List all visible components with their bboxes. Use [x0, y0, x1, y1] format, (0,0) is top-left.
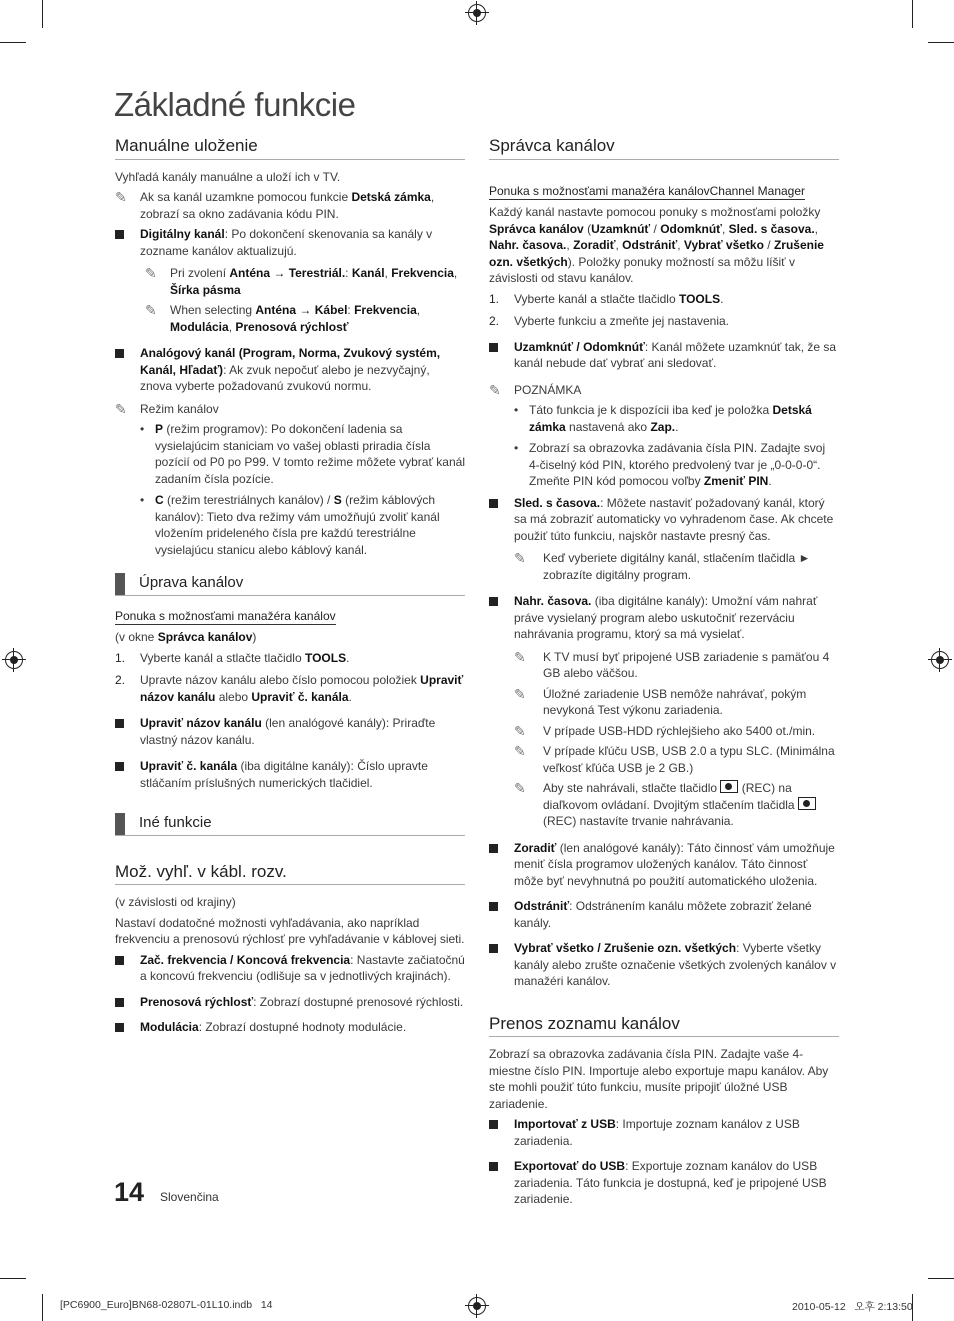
square-bullet-icon: [489, 1162, 498, 1171]
section-heading-edit-channel: Úprava kanálov: [115, 573, 465, 596]
pencil-note-icon: ✎: [514, 648, 526, 665]
pencil-note-icon: ✎: [514, 780, 526, 796]
square-bullet-icon: [489, 597, 498, 606]
note: ✎ Aby ste nahrávali, stlačte tlačidlo (REC) na diaľkovom ovládaní. Dvojitým stlačením tlačidla (REC) nastavíte trvanie nahrávania.: [489, 780, 839, 830]
section-heading-channel-manager: Správca kanálov: [489, 138, 839, 160]
crop-mark: [42, 1294, 43, 1321]
square-bullet-icon: [115, 230, 124, 239]
list-item-timer-record: Nahr. časova. (iba digitálne kanály): Umožní vám nahrať práve vysielaný program alebo uskutočniť rezerváciu nahrávania programu, ktorý sa má vysielať.: [489, 593, 839, 643]
registration-mark-icon: [468, 4, 486, 22]
step-1: 1. Vyberte kanál a stlačte tlačidlo TOOLS.: [489, 291, 724, 306]
pencil-note-icon: ✎: [115, 189, 127, 205]
list-item-frequency: Zač. frekvencia / Koncová frekvencia: Nastavte začiatočnú a koncovú frekvenciu (odlišuje sa v jednotlivých krajinách).: [115, 952, 465, 985]
registration-mark-icon: [931, 651, 949, 669]
list-item-digital: Digitálny kanál: Po dokončení skenovania sa kanály v zozname kanálov aktualizujú.: [115, 226, 465, 259]
list-item-sort: Zoradiť (len analógové kanály): Táto činnosť vám umožňuje meniť čísla programov uložených kanálov. Táto činnosť môže byť nevyhnutná po použití automatického uloženia.: [489, 840, 839, 890]
square-bullet-icon: [489, 944, 498, 953]
left-column: [115, 138, 465, 1042]
crop-mark: [0, 42, 26, 43]
record-button-icon: [798, 797, 816, 810]
step-2: 2. Vyberte funkciu a zmeňte jej nastavenia.: [489, 314, 730, 328]
record-button-icon: [720, 780, 738, 793]
note: ✎ V prípade kľúču USB, USB 2.0 a typu SLC. (Minimálna veľkosť kľúča USB je 2 GB.): [514, 743, 835, 775]
square-bullet-icon: [489, 499, 498, 508]
note: ✎ Režim kanálov: [115, 400, 219, 417]
page-title: Základné funkcie: [114, 86, 356, 123]
transfer-intro: Zobrazí sa obrazovka zadávania čísla PIN. Zadajte vaše 4-miestne číslo PIN. Importuje alebo exportuje mapu kanálov. Aby ste mohli použiť túto funkciu, musíte pripojiť úložné USB zariadenie.: [489, 1047, 829, 1111]
page-number: 14: [114, 1177, 145, 1207]
list-item-modulation: Modulácia: Zobrazí dostupné hodnoty modulácie.: [115, 1019, 465, 1036]
section-heading-other-features: Iné funkcie: [115, 813, 465, 836]
list-item-symbol-rate: Prenosová rýchlosť: Zobrazí dostupné prenosové rýchlosti.: [115, 994, 465, 1011]
pencil-note-icon: ✎: [489, 381, 501, 398]
bullet-dot-icon: •: [140, 493, 145, 507]
footer-timestamp: 2010-05-12 오후 2:13:50: [792, 1301, 913, 1313]
list-item-edit-number: Upraviť č. kanála (iba digitálne kanály): Číslo upravte stláčaním príslušných numerických tlačidiel.: [115, 758, 465, 791]
heading-bar-icon: [115, 573, 125, 595]
registration-mark-icon: [5, 651, 23, 669]
square-bullet-icon: [115, 1023, 124, 1032]
manual-intro: Vyhľadá kanály manuálne a uloží ich v TV.: [115, 169, 341, 184]
crop-mark: [928, 42, 954, 43]
square-bullet-icon: [489, 343, 498, 352]
crop-mark: [928, 1278, 954, 1279]
pencil-note-icon: ✎: [514, 685, 526, 702]
list-item-analog: Analógový kanál (Program, Norma, Zvukový systém, Kanál, Hľadať): Ak zvuk nepočuť alebo je nezvyčajný, znova vyberte požadovanú zvukovú normu.: [115, 345, 465, 395]
list-item-note-2: • Zobrazí sa obrazovka zadávania čísla PIN. Zadajte svoj 4-čiselný kód PIN, ktorého predvolený tvar je „0-0-0-0“. Zmeňte PIN kód pomocou voľby Zmeniť PIN.: [514, 441, 826, 488]
context-note: (v okne Správca kanálov): [115, 630, 257, 644]
note: ✎ When selecting Anténa → Kábel: Frekvencia, Modulácia, Prenosová rýchlosť: [145, 302, 421, 334]
registration-mark-icon: [468, 1297, 486, 1315]
footer-file-info: [PC6900_Euro]BN68-02807L-01L10.indb 14: [60, 1299, 273, 1311]
bullet-dot-icon: •: [514, 403, 519, 417]
note: ✎ V prípade USB-HDD rýchlejšieho ako 5400 ot./min.: [514, 722, 816, 739]
crop-mark: [0, 1278, 26, 1279]
list-item-delete: Odstrániť: Odstránením kanálu môžete zobraziť želané kanály.: [489, 898, 839, 931]
cable-intro: Nastaví dodatočné možnosti vyhľadávania, ako napríklad frekvenciu a prenosovú rýchlosť pre vyhľadávanie v káblovej sieti.: [115, 915, 465, 946]
pencil-note-icon: ✎: [514, 743, 526, 759]
heading-bar-icon: [115, 813, 125, 835]
note: ✎ Pri zvolení Anténa → Terestriál.: Kanál, Frekvencia, Šírka pásma: [145, 265, 458, 297]
list-item-export: Exportovať do USB: Exportuje zoznam kanálov do USB zariadenia. Táto funkcia je dostupná, keď je pripojené USB zariadenie.: [489, 1158, 839, 1208]
note: ✎ Úložné zariadenie USB nemôže nahrávať, pokým nevykoná Test výkonu zariadenia.: [514, 685, 807, 717]
note: ✎ POZNÁMKA: [489, 381, 582, 398]
pencil-note-icon: ✎: [145, 302, 157, 318]
square-bullet-icon: [115, 956, 124, 965]
square-bullet-icon: [489, 1120, 498, 1129]
list-item-select-all: Vybrať všetko / Zrušenie ozn. všetkých: Vyberte všetky kanály alebo zrušte označenie všetkých zvolených kanálov v manažéri kanálov.: [489, 940, 839, 990]
pencil-note-icon: ✎: [145, 265, 157, 281]
square-bullet-icon: [489, 902, 498, 911]
list-item-timer-viewing: Sled. s časova.: Môžete nastaviť požadovaný kanál, ktorý sa má zobraziť automaticky vo vyhradenom čase. Ak chcete použiť túto funkciu, najskôr nastavte presný čas.: [489, 495, 839, 545]
note: ✎ Keď vyberiete digitálny kanál, stlačením tlačidla ► zobrazíte digitálny program.: [514, 550, 811, 582]
list-item-import: Importovať z USB: Importuje zoznam kanálov z USB zariadenia.: [489, 1116, 839, 1149]
square-bullet-icon: [489, 844, 498, 853]
menu-caption: Ponuka s možnosťami manažéra kanálov: [115, 608, 336, 626]
crop-mark: [42, 0, 43, 28]
manager-intro: Každý kanál nastavte pomocou ponuky s možnosťami položky Správca kanálov (Uzamknúť / Odomknúť, Sled. s časova., Nahr. časova., Zoradiť, Odstrániť, Vybrať všetko / Zrušenie ozn. všetkých). Položky ponuky možností sa môžu líšiť v závislosti od stavu kanálov.: [489, 205, 824, 285]
right-column: [489, 138, 839, 1214]
page-language: Slovenčina: [160, 1190, 219, 1204]
square-bullet-icon: [115, 719, 124, 728]
note: ✎ Ak sa kanál uzamkne pomocou funkcie Detská zámka, zobrazí sa okno zadávania kódu PIN.: [115, 189, 435, 221]
note: ✎ K TV musí byť pripojené USB zariadenie s pamäťou 4 GB alebo väčšou.: [514, 648, 830, 680]
step-1: 1. Vyberte kanál a stlačte tlačidlo TOOLS.: [115, 650, 350, 665]
section-heading-channel-list-transfer: Prenos zoznamu kanálov: [489, 1016, 839, 1038]
square-bullet-icon: [115, 762, 124, 771]
list-item-edit-name: Upraviť názov kanálu (len analógové kanály): Priraďte vlastný názov kanálu.: [115, 715, 465, 748]
step-2: 2. Upravte názov kanálu alebo číslo pomocou položiek Upraviť názov kanálu alebo Upraviť č. kanála.: [115, 673, 464, 704]
pencil-note-icon: ✎: [115, 400, 127, 417]
context-note: (v závislosti od krajiny): [115, 895, 236, 909]
list-item-note-1: • Táto funkcia je k dispozícii iba keď je položka Detská zámka nastavená ako Zap..: [514, 403, 812, 434]
pencil-note-icon: ✎: [514, 722, 526, 739]
pencil-note-icon: ✎: [514, 550, 526, 566]
section-heading-manual-store: Manuálne uloženie: [115, 138, 465, 160]
list-item-mode-c: • C (režim terestriálnych kanálov) / S (režim káblových kanálov): Tieto dva režimy vám umožňujú zvoliť kanál vložením prideleného čísla pre každú terestriálne vysielajúcu stanicu alebo káblový kanál.: [140, 493, 440, 557]
list-item-mode-p: • P (režim programov): Po dokončení ladenia sa vysielajúcim staniciam vo vašej oblasti priradia čísla pozícií od P0 po P99. V tomto režime môžete vybrať kanál zadaním čísla pozície.: [140, 422, 465, 486]
square-bullet-icon: [115, 998, 124, 1007]
section-heading-cable-search: Mož. vyhľ. v kábl. rozv.: [115, 864, 465, 886]
bullet-dot-icon: •: [140, 422, 145, 436]
square-bullet-icon: [115, 349, 124, 358]
crop-mark: [912, 0, 913, 28]
bullet-dot-icon: •: [514, 441, 519, 455]
list-item-lock: Uzamknúť / Odomknúť: Kanál môžete uzamknúť tak, že sa kanál nebude dať vybrať ani sledovať.: [489, 339, 839, 372]
menu-caption: Ponuka s možnosťami manažéra kanálovChannel Manager: [489, 183, 805, 201]
